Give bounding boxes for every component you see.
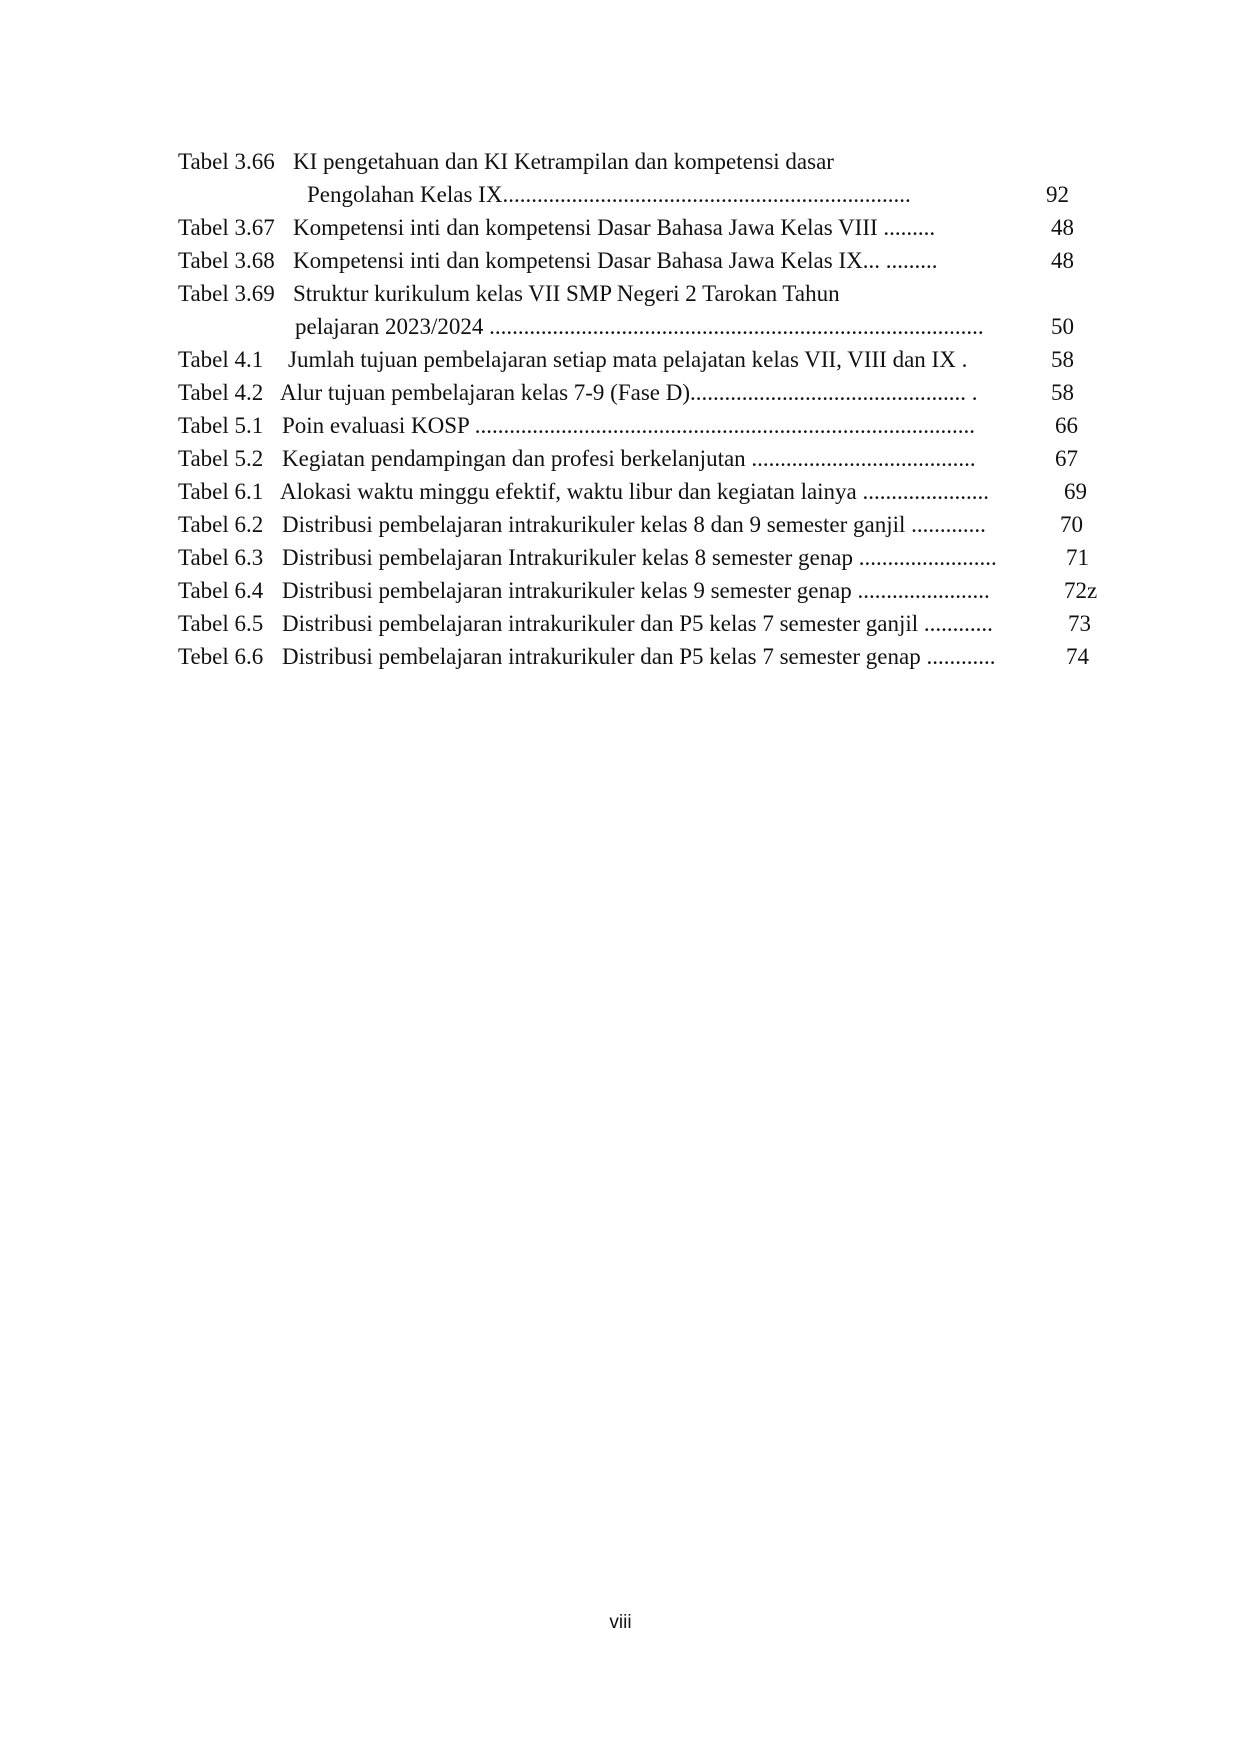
toc-entry-label: Tabel 6.4	[178, 578, 264, 603]
page-number: viii	[609, 1612, 632, 1633]
toc-entry-page: 48	[1051, 248, 1074, 273]
toc-entry-label: Tabel 6.1	[178, 479, 264, 504]
toc-entry-page: 72z	[1064, 578, 1098, 603]
toc-entry-label: Tabel 3.68	[178, 248, 275, 273]
toc-entry-page: 67	[1055, 446, 1078, 471]
toc-entry-continuation: Pengolahan Kelas IX.......................................................................	[307, 182, 911, 207]
toc-entry-label: Tebel 6.6	[178, 644, 264, 669]
toc-entry-label: Tabel 6.5	[178, 611, 264, 636]
toc-entry-title: Distribusi pembelajaran intrakurikuler dan P5 kelas 7 semester genap ............	[282, 644, 996, 669]
toc-entry-label: Tabel 3.67	[178, 215, 275, 240]
toc-entry-title: Kegiatan pendampingan dan profesi berkelanjutan .......................................	[282, 446, 976, 471]
toc-entry-label: Tabel 6.2	[178, 512, 264, 537]
toc-entry-page: 69	[1064, 479, 1087, 504]
toc-entry-page: 74	[1066, 644, 1089, 669]
toc-entry-label: Tabel 4.1	[178, 347, 264, 372]
toc-entry-title: Alokasi waktu minggu efektif, waktu libur dan kegiatan lainya ......................	[280, 479, 990, 504]
toc-entry-title: Kompetensi inti dan kompetensi Dasar Bahasa Jawa Kelas VIII .........	[293, 215, 936, 240]
toc-entry-label: Tabel 6.3	[178, 545, 264, 570]
toc-entry-title: Alur tujuan pembelajaran kelas 7-9 (Fase D)................................................ .	[280, 380, 978, 405]
toc-entry-title: KI pengetahuan dan KI Ketrampilan dan kompetensi dasar	[293, 149, 834, 174]
toc-entry-title: Kompetensi inti dan kompetensi Dasar Bahasa Jawa Kelas IX... .........	[293, 248, 938, 273]
toc-entry-page: 92	[1046, 182, 1069, 207]
toc-entry-title: Distribusi pembelajaran intrakurikuler kelas 8 dan 9 semester ganjil .............	[282, 512, 986, 537]
toc-entry-title: Distribusi pembelajaran intrakurikuler dan P5 kelas 7 semester ganjil ............	[282, 611, 993, 636]
toc-entry-label: Tabel 5.2	[178, 446, 264, 471]
toc-entry-page: 58	[1051, 347, 1074, 372]
toc-entry-title: Distribusi pembelajaran intrakurikuler kelas 9 semester genap .......................	[282, 578, 990, 603]
toc-entry-title: Distribusi pembelajaran Intrakurikuler kelas 8 semester genap ........................	[282, 545, 997, 570]
toc-entry-continuation: pelajaran 2023/2024 ......................................................................................	[295, 314, 984, 339]
toc-entry-label: Tabel 3.69	[178, 281, 275, 306]
toc-entry-title: Jumlah tujuan pembelajaran setiap mata pelajatan kelas VII, VIII dan IX .	[288, 347, 968, 372]
toc-entry-label: Tabel 5.1	[178, 413, 264, 438]
toc-entry-label: Tabel 4.2	[178, 380, 264, 405]
toc-entry-page: 73	[1068, 611, 1091, 636]
toc-entry-page: 66	[1055, 413, 1078, 438]
toc-entry-page: 50	[1051, 314, 1074, 339]
toc-entry-label: Tabel 3.66	[178, 149, 275, 174]
toc-entry-page: 58	[1051, 380, 1074, 405]
toc-entry-page: 70	[1060, 512, 1083, 537]
toc-entry-page: 48	[1051, 215, 1074, 240]
toc-entry-title: Poin evaluasi KOSP .......................................................................................	[282, 413, 975, 438]
toc-entry-page: 71	[1066, 545, 1089, 570]
toc-entry-title: Struktur kurikulum kelas VII SMP Negeri 2 Tarokan Tahun	[293, 281, 840, 306]
